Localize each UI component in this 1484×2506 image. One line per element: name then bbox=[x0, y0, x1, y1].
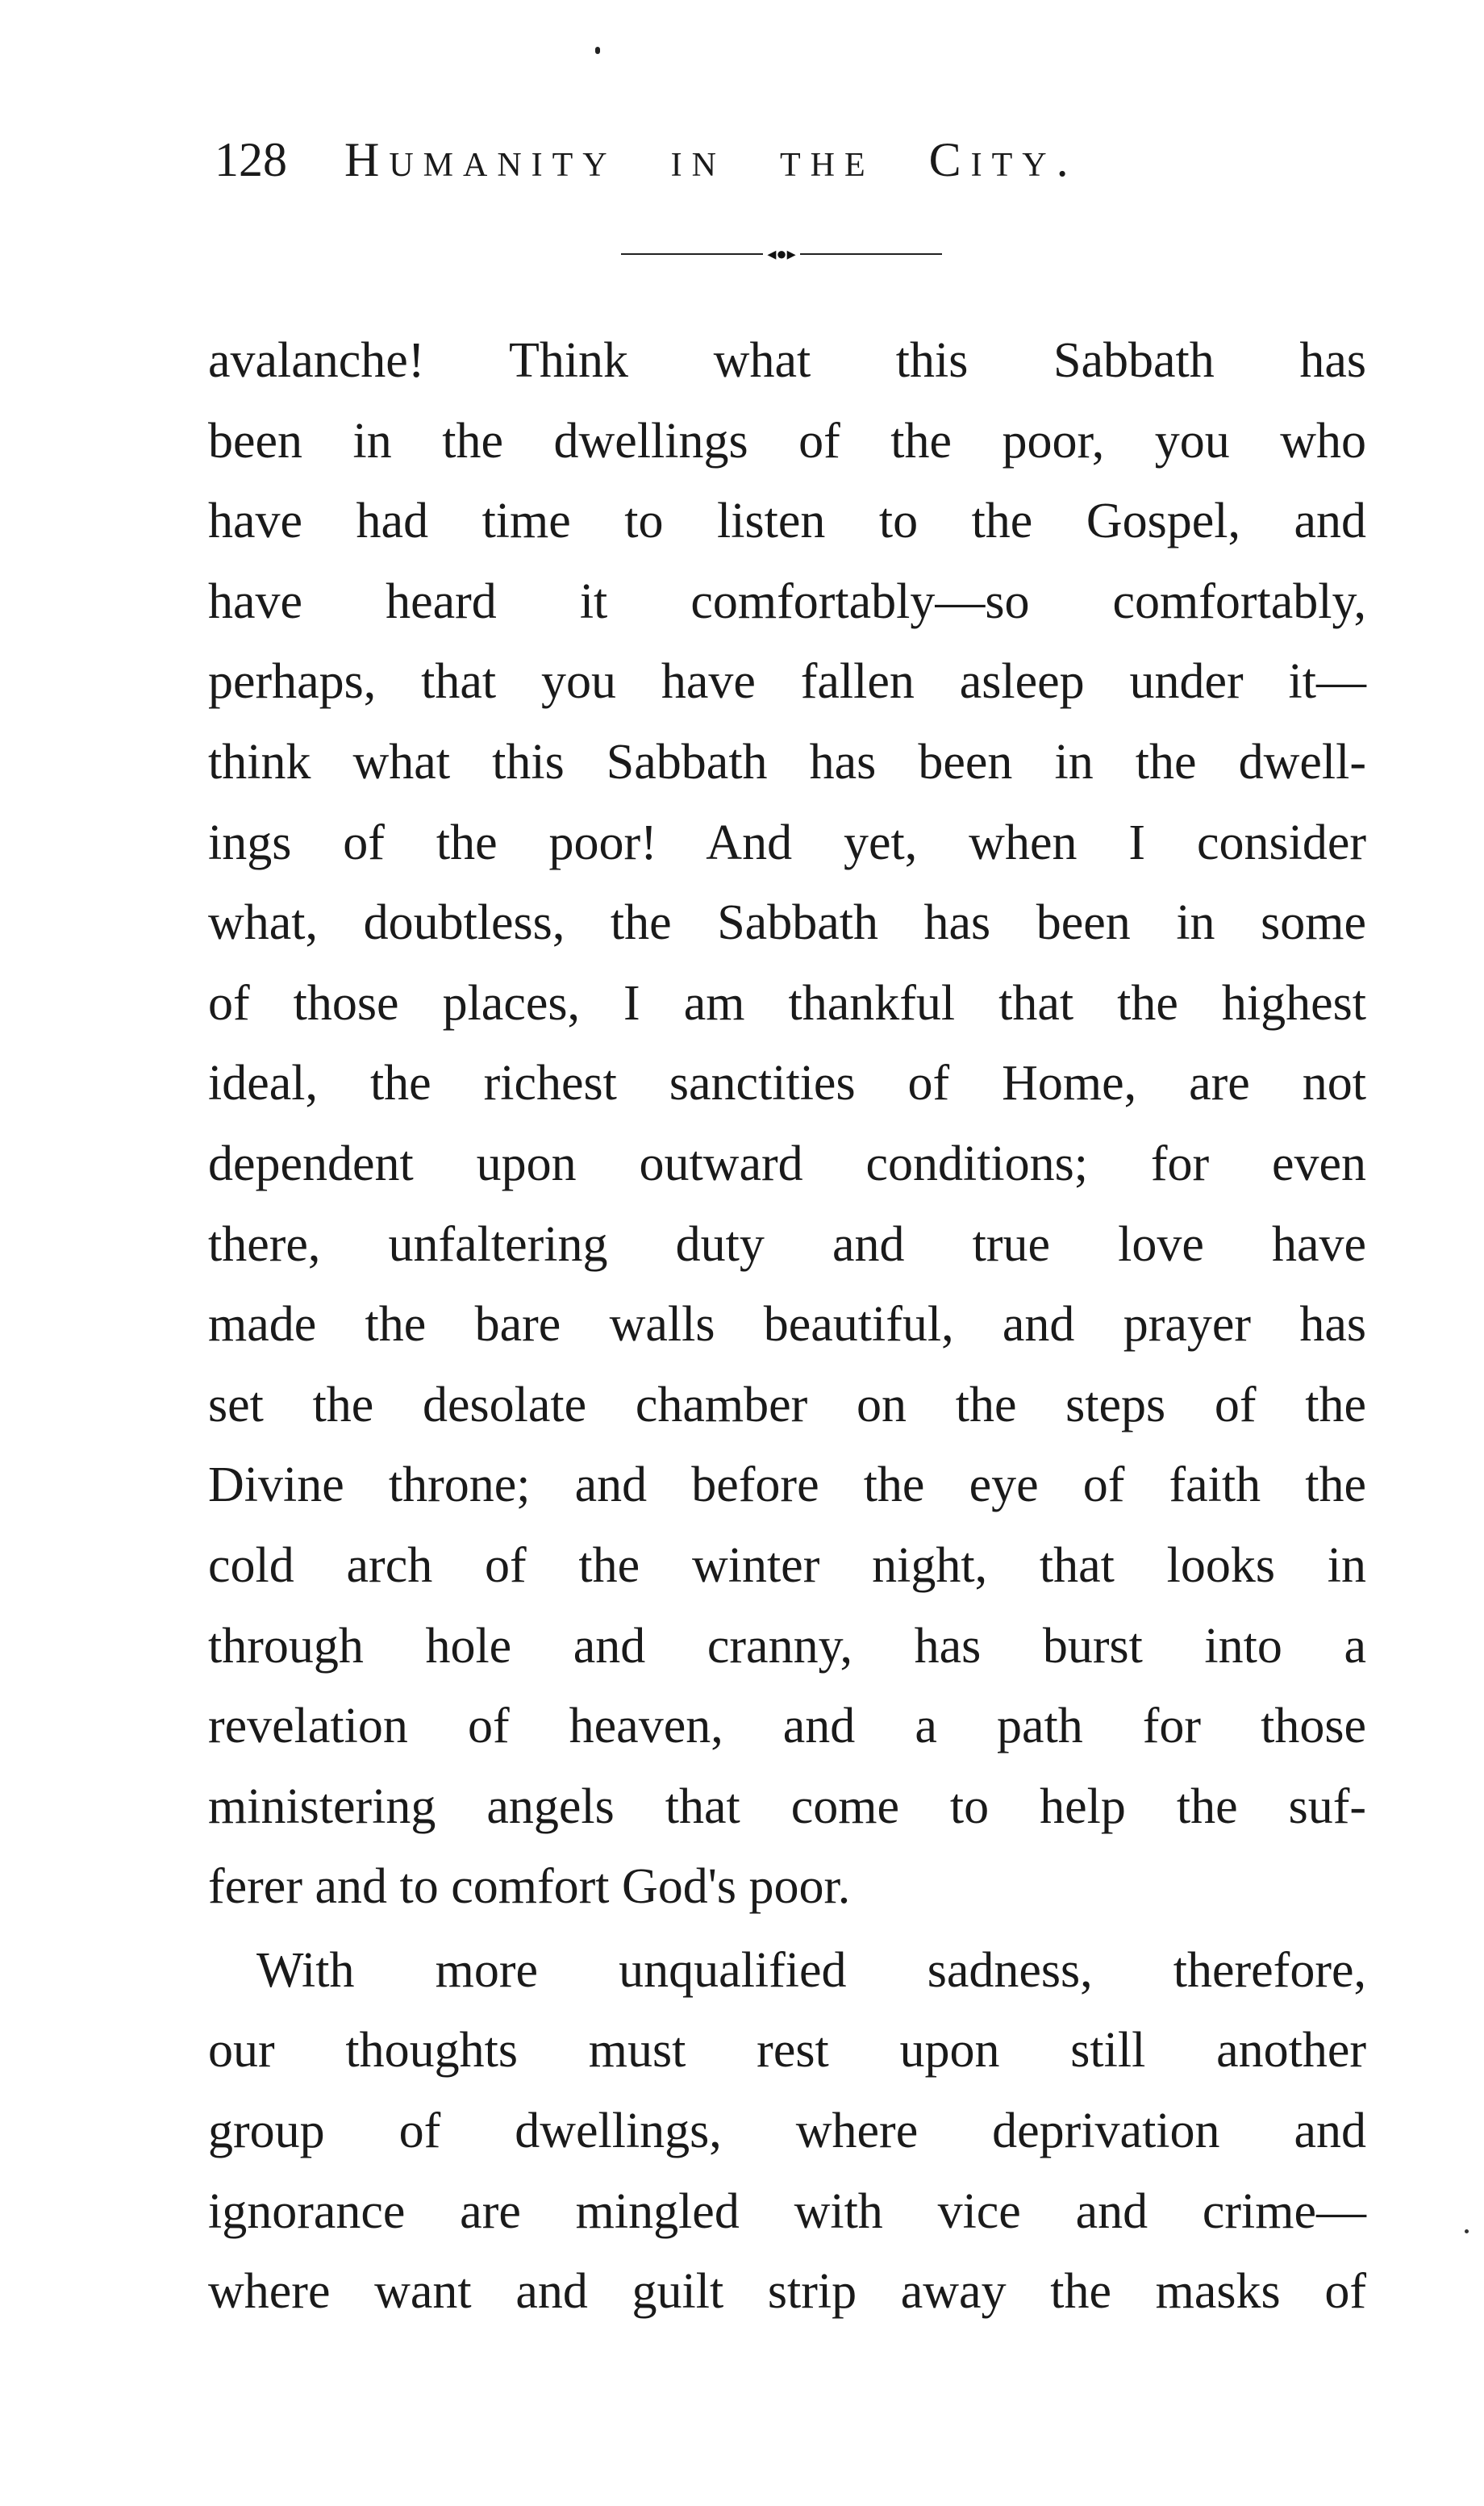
paragraph bbox=[208, 1931, 1366, 2333]
text-line: set the desolate chamber on the steps of the bbox=[208, 1377, 1366, 1432]
text-line: have heard it comfortably—so comfortably, bbox=[208, 573, 1366, 629]
text-line: Divine throne; and before the eye of faith the bbox=[208, 1457, 1366, 1513]
text-line: ignorance are mingled with vice and crime— bbox=[208, 2183, 1366, 2239]
print-speck bbox=[1465, 2229, 1469, 2233]
print-speck bbox=[595, 47, 600, 54]
text-line: our thoughts must rest upon still another bbox=[208, 2023, 1366, 2079]
text-line: cold arch of the winter night, that looks in bbox=[208, 1537, 1366, 1593]
text-line: ideal, the richest sanctities of Home, are not bbox=[208, 1056, 1366, 1111]
text-line: group of dwellings, where deprivation and bbox=[208, 2104, 1366, 2159]
page-number: 128 bbox=[215, 133, 287, 186]
text-line: think what this Sabbath has been in the dwell- bbox=[208, 734, 1366, 790]
body-text bbox=[208, 321, 1366, 2333]
paragraph bbox=[208, 321, 1366, 1928]
text-line: there, unfaltering duty and true love have bbox=[208, 1216, 1366, 1272]
text-line: have had time to listen to the Gospel, and bbox=[208, 494, 1366, 549]
text-line: ings of the poor! And yet, when I consider bbox=[208, 815, 1366, 870]
text-line: avalanche! Think what this Sabbath has bbox=[208, 333, 1366, 388]
running-head bbox=[215, 127, 1263, 192]
text-line: dependent upon outward conditions; for even bbox=[208, 1136, 1366, 1191]
head-ornament bbox=[621, 244, 942, 264]
text-line: With more unqualified sadness, therefore, bbox=[256, 1942, 1366, 1998]
text-line: of those places, I am thankful that the highest bbox=[208, 975, 1366, 1031]
text-line: made the bare walls beautiful, and prayer has bbox=[208, 1297, 1366, 1353]
ornament-rule-right bbox=[800, 253, 942, 255]
text-line: ministering angels that come to help the suf- bbox=[208, 1778, 1366, 1834]
ornament-rule-left bbox=[621, 253, 763, 255]
text-line: revelation of heaven, and a path for those bbox=[208, 1699, 1366, 1754]
text-line: ferer and to comfort God's poor. bbox=[208, 1859, 851, 1915]
text-line: perhaps, that you have fallen asleep under it— bbox=[208, 654, 1366, 710]
text-line: what, doubtless, the Sabbath has been in some bbox=[208, 895, 1366, 951]
running-title: Humanity in the City. bbox=[344, 133, 1078, 186]
ornament-center-icon: ◂●▸ bbox=[767, 244, 796, 264]
text-line: been in the dwellings of the poor, you who bbox=[208, 413, 1366, 469]
text-line: where want and guilt strip away the masks of bbox=[208, 2264, 1366, 2320]
text-line: through hole and cranny, has burst into a bbox=[208, 1618, 1366, 1674]
